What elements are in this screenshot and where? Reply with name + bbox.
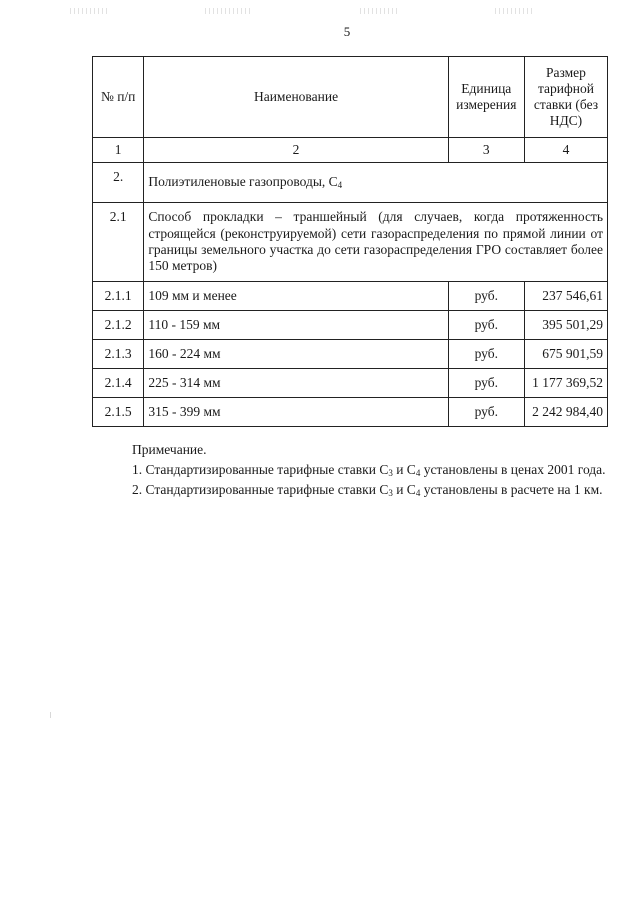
row-number: 2.1.2 bbox=[93, 311, 144, 340]
table-row bbox=[93, 398, 608, 427]
row-price: 2 242 984,40 bbox=[524, 398, 607, 427]
row-unit: руб. bbox=[448, 282, 524, 311]
column-index-row bbox=[93, 138, 608, 163]
row-price: 237 546,61 bbox=[524, 282, 607, 311]
row-number: 2.1.4 bbox=[93, 369, 144, 398]
header-unit: Единица измерения bbox=[448, 57, 524, 138]
note-item-1 bbox=[92, 460, 608, 480]
row-unit: руб. bbox=[448, 398, 524, 427]
scan-edge-mark bbox=[50, 712, 51, 718]
note-subscript: 3 bbox=[388, 487, 393, 498]
scan-noise bbox=[70, 8, 110, 14]
table-row bbox=[93, 282, 608, 311]
page-number: 5 bbox=[343, 24, 351, 39]
header-rate: Размер тарифной ставки (без НДС) bbox=[524, 57, 607, 138]
group-number: 2. bbox=[93, 163, 144, 203]
scan-noise bbox=[495, 8, 535, 14]
row-name: 160 - 224 мм bbox=[144, 340, 448, 369]
column-index: 4 bbox=[524, 138, 607, 163]
note-text: и С bbox=[392, 481, 416, 497]
note-subscript: 3 bbox=[388, 467, 393, 478]
group-title-subscript: 4 bbox=[337, 180, 343, 191]
row-name: 109 мм и менее bbox=[144, 282, 448, 311]
table-header-row bbox=[93, 57, 608, 138]
tariff-table bbox=[92, 56, 608, 427]
note-text: 2. Стандартизированные тарифные ставки С bbox=[132, 481, 389, 497]
header-name: Наименование bbox=[144, 57, 448, 138]
row-name: 110 - 159 мм bbox=[144, 311, 448, 340]
scan-noise bbox=[360, 8, 400, 14]
header-number: № п/п bbox=[93, 57, 144, 138]
scan-noise bbox=[205, 8, 250, 14]
note-text: и С bbox=[392, 461, 416, 477]
note-section bbox=[92, 440, 608, 500]
note-subscript: 4 bbox=[415, 467, 421, 478]
table-row bbox=[93, 311, 608, 340]
table-row bbox=[93, 369, 608, 398]
row-price: 395 501,29 bbox=[524, 311, 607, 340]
note-item-2 bbox=[92, 480, 608, 500]
note-text: установлены в расчете на 1 км. bbox=[420, 481, 603, 497]
column-index: 2 bbox=[144, 138, 448, 163]
row-name: 225 - 314 мм bbox=[144, 369, 448, 398]
group-row bbox=[93, 163, 608, 203]
group-title bbox=[144, 163, 608, 203]
row-unit: руб. bbox=[448, 369, 524, 398]
row-price: 675 901,59 bbox=[524, 340, 607, 369]
table-row bbox=[93, 340, 608, 369]
note-subscript: 4 bbox=[415, 487, 421, 498]
row-unit: руб. bbox=[448, 311, 524, 340]
group-title-text: Полиэтиленовые газопроводы, С bbox=[148, 174, 338, 190]
column-index: 3 bbox=[448, 138, 524, 163]
column-index: 1 bbox=[93, 138, 144, 163]
row-number: 2.1.5 bbox=[93, 398, 144, 427]
method-description: Способ прокладки – траншейный (для случаев, когда протяженность строящейся (реконструируемой) сети газораспределения по прямой линии от границы земельного участка до сети газораспределения ГРО составляет более 150 метров) bbox=[144, 203, 608, 282]
row-name: 315 - 399 мм bbox=[144, 398, 448, 427]
note-title: Примечание. bbox=[132, 442, 207, 457]
note-text: 1. Стандартизированные тарифные ставки С bbox=[132, 461, 389, 477]
note-text: установлены в ценах 2001 года. bbox=[420, 461, 606, 477]
row-number: 2.1.1 bbox=[93, 282, 144, 311]
method-number: 2.1 bbox=[93, 203, 144, 282]
row-unit: руб. bbox=[448, 340, 524, 369]
row-number: 2.1.3 bbox=[93, 340, 144, 369]
row-price: 1 177 369,52 bbox=[524, 369, 607, 398]
method-row bbox=[93, 203, 608, 282]
